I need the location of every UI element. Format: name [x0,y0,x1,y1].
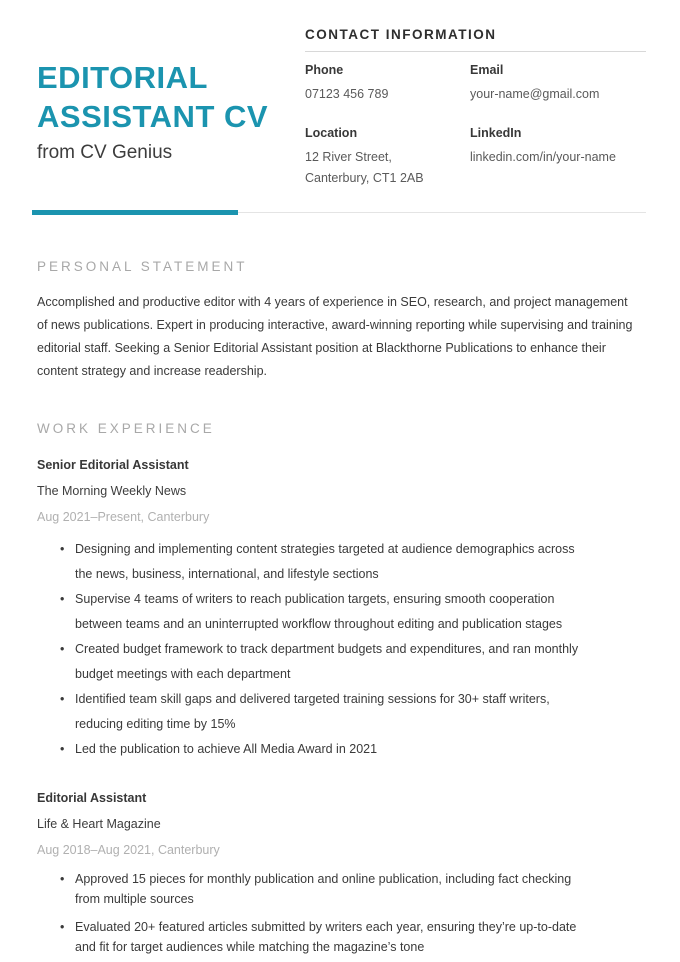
phone-value: 07123 456 789 [305,87,389,101]
cv-subtitle: from CV Genius [37,142,173,163]
linkedin-label: LinkedIn [470,126,522,140]
contact-grid [305,63,646,189]
title-block [37,27,305,210]
personal-statement-heading: PERSONAL STATEMENT [37,259,248,274]
personal-statement-text: Accomplished and productive editor with 4 years of experience in SEO, research, and project management of news publications. Expert in producing interactive, award-winning reporting while supervising and training editorial staff. Seeking a Senior Editorial Assistant position at Blackthorne Publications to enhance their content strategy and increase readership. [37,295,633,378]
location-line1: 12 River Street, [305,150,392,164]
contact-field-email [470,63,646,105]
job-bullet: • Identified team skill gaps and delivered targeted training sessions for 30+ staff writers, reducing editing time by 15% [60,687,588,737]
contact-field-location [305,126,470,189]
job-date-location: Aug 2018–Aug 2021, Canterbury [37,843,220,857]
job-bullet: • Evaluated 20+ featured articles submitted by writers each year, ensuring they’re up-to-date and fit for target audiences while matching the magazine’s tone [60,918,588,957]
job-bullet: • Approved 15 pieces for monthly publication and online publication, including fact checking from multiple sources [60,870,588,909]
work-experience-heading: WORK EXPERIENCE [37,421,215,436]
job-company: The Morning Weekly News [37,484,187,498]
header-divider [37,210,646,215]
location-label: Location [305,126,358,140]
divider-accent-bar [32,210,238,215]
contact-field-phone [305,63,470,105]
location-line2: Canterbury, CT1 2AB [305,171,424,185]
job-bullet: • Created budget framework to track department budgets and expenditures, and ran monthly budget meetings with each department [60,637,588,687]
work-experience-section [37,421,646,957]
email-label: Email [470,63,504,77]
cv-title [37,58,305,136]
job-bullet: • Supervise 4 teams of writers to reach publication targets, ensuring smooth cooperation between teams and an uninterrupted workflow throughout editing and publication stages [60,587,588,637]
linkedin-value: linkedin.com/in/your-name [470,150,616,164]
job-company: Life & Heart Magazine [37,817,161,831]
job-title: Senior Editorial Assistant [37,458,189,472]
cv-title-line2: ASSISTANT CV [37,99,269,134]
job-entry-senior-editorial-assistant [37,458,646,762]
email-value: your-name@gmail.com [470,87,600,101]
job-title: Editorial Assistant [37,791,147,805]
phone-label: Phone [305,63,344,77]
personal-statement-section [37,259,646,383]
cv-header [37,27,646,210]
contact-heading: CONTACT INFORMATION [305,27,646,52]
job-bullet-list [37,537,646,762]
job-bullet-list [37,870,646,957]
job-entry-editorial-assistant [37,791,646,957]
job-bullet: • Led the publication to achieve All Media Award in 2021 [60,737,588,762]
contact-section [305,27,646,210]
location-value [305,147,470,189]
contact-field-linkedin [470,126,646,189]
cv-title-line1: EDITORIAL [37,60,208,95]
job-date-location: Aug 2021–Present, Canterbury [37,510,210,524]
job-bullet: • Designing and implementing content strategies targeted at audience demographics across the news, business, international, and lifestyle sections [60,537,588,587]
